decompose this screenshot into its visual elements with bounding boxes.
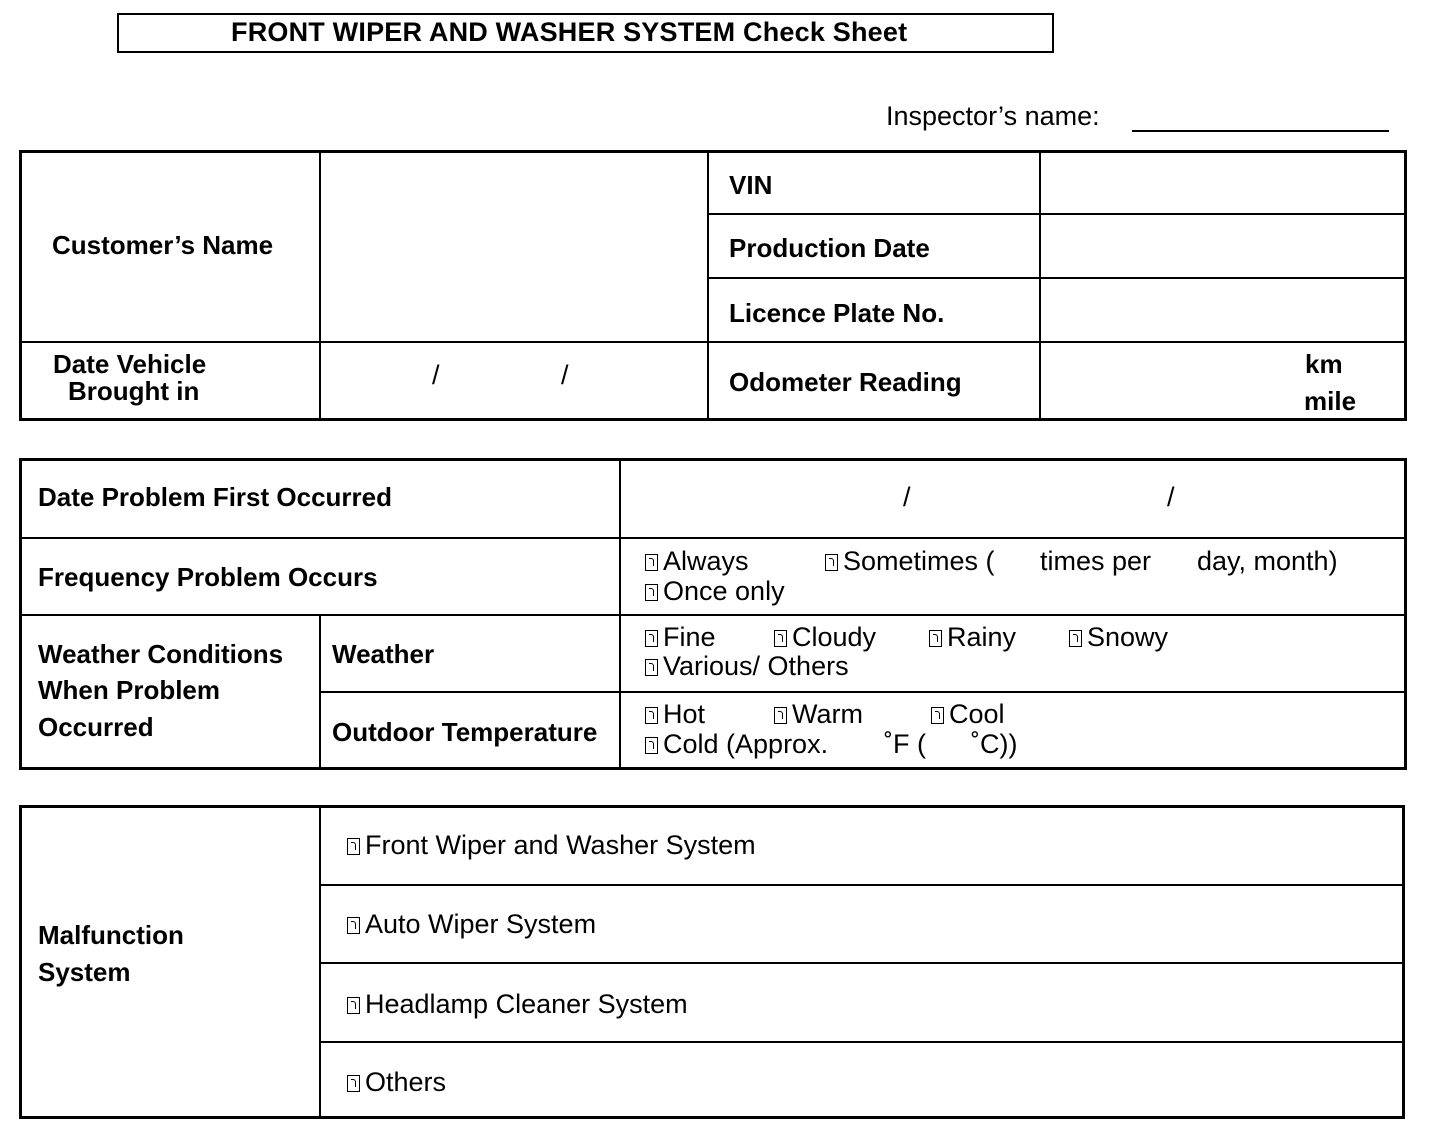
- freq-once-label: Once only: [663, 576, 785, 606]
- freq-once-option[interactable]: [645, 576, 785, 607]
- divider: [319, 962, 1403, 964]
- checkbox-icon: [347, 997, 360, 1014]
- divider: [21, 341, 1405, 343]
- odometer-field[interactable]: [1042, 344, 1292, 417]
- freq-times-per: times per: [1040, 546, 1152, 576]
- weather-various-label: Various/ Others: [663, 651, 849, 681]
- date-first-occurred-label: Date Problem First Occurred: [38, 482, 392, 512]
- checkbox-icon: [825, 554, 838, 571]
- checkbox-icon: [347, 917, 360, 934]
- weather-fine-option[interactable]: [645, 622, 716, 653]
- weather-various-option[interactable]: [645, 651, 849, 682]
- frequency-label: Frequency Problem Occurs: [38, 562, 378, 592]
- malfunction-option-headlamp-cleaner[interactable]: [347, 989, 688, 1020]
- date-separator: /: [561, 360, 569, 390]
- divider: [319, 691, 1405, 693]
- odometer-label: Odometer Reading: [729, 367, 962, 397]
- freq-sometimes-option[interactable]: [825, 546, 995, 577]
- malfunction-label-line2: System: [38, 957, 131, 987]
- temp-hot-option[interactable]: [645, 699, 705, 730]
- malfunction-option-label: Headlamp Cleaner System: [365, 989, 688, 1019]
- checkbox-icon: [931, 707, 944, 724]
- date-separator: /: [903, 482, 911, 512]
- checkbox-icon: [347, 1075, 360, 1092]
- weather-fine-label: Fine: [663, 622, 716, 652]
- malfunction-option-others[interactable]: [347, 1067, 446, 1098]
- vin-label: VIN: [729, 170, 773, 200]
- production-date-field[interactable]: [1042, 216, 1403, 276]
- temp-fahrenheit: ˚F (: [884, 729, 926, 759]
- temp-warm-label: Warm: [792, 699, 863, 729]
- divider: [319, 884, 1403, 886]
- vin-field[interactable]: [1042, 154, 1403, 212]
- weather-rainy-label: Rainy: [947, 622, 1017, 652]
- freq-always-option[interactable]: [645, 546, 749, 577]
- weather-conditions-label-line3: Occurred: [38, 712, 154, 742]
- checkbox-icon: [645, 707, 658, 724]
- weather-cloudy-label: Cloudy: [792, 622, 877, 652]
- checkbox-icon: [645, 554, 658, 571]
- date-separator: /: [432, 360, 440, 390]
- malfunction-option-auto-wiper[interactable]: [347, 909, 596, 940]
- checkbox-icon: [645, 584, 658, 601]
- weather-snowy-label: Snowy: [1087, 622, 1169, 652]
- checkbox-icon: [645, 737, 658, 754]
- checkbox-icon: [774, 630, 787, 647]
- date-brought-label-line1: Date Vehicle: [53, 349, 207, 379]
- customer-name-label: Customer’s Name: [52, 230, 274, 260]
- checkbox-icon: [645, 630, 658, 647]
- malfunction-option-front-wiper[interactable]: [347, 830, 756, 861]
- divider: [707, 213, 1405, 215]
- divider: [21, 614, 1405, 616]
- temp-cold-label: Cold (Approx.: [663, 729, 829, 759]
- malfunction-option-label: Front Wiper and Washer System: [365, 830, 756, 860]
- checkbox-icon: [774, 707, 787, 724]
- temp-cool-label: Cool: [949, 699, 1005, 729]
- licence-plate-label: Licence Plate No.: [729, 298, 945, 328]
- date-brought-label-line2: Brought in: [68, 376, 200, 406]
- weather-conditions-label-line2: When Problem: [38, 675, 221, 705]
- divider: [1039, 152, 1041, 419]
- inspector-name-field[interactable]: [1132, 130, 1389, 132]
- malfunction-label-line1: Malfunction: [38, 920, 184, 950]
- checkbox-icon: [347, 838, 360, 855]
- checkbox-icon: [645, 659, 658, 676]
- date-separator: /: [1167, 482, 1175, 512]
- divider: [319, 1041, 1403, 1043]
- weather-rainy-option[interactable]: [929, 622, 1016, 653]
- weather-snowy-option[interactable]: [1069, 622, 1168, 653]
- weather-cloudy-option[interactable]: [774, 622, 876, 653]
- outdoor-temp-label: Outdoor Temperature: [332, 717, 598, 747]
- divider: [707, 152, 709, 419]
- unit-km: km: [1305, 349, 1343, 379]
- freq-always-label: Always: [663, 546, 749, 576]
- weather-conditions-label-line1: Weather Conditions: [38, 639, 284, 669]
- customer-name-field[interactable]: [322, 154, 705, 339]
- licence-plate-field[interactable]: [1042, 280, 1403, 340]
- production-date-label: Production Date: [729, 233, 930, 263]
- inspector-label: Inspector’s name:: [886, 101, 1100, 131]
- freq-sometimes-label: Sometimes (: [843, 546, 995, 576]
- page-title: FRONT WIPER AND WASHER SYSTEM Check Sheet: [231, 17, 908, 47]
- divider: [707, 277, 1405, 279]
- checkbox-icon: [929, 630, 942, 647]
- freq-day-month: day, month): [1197, 546, 1338, 576]
- checkbox-icon: [1069, 630, 1082, 647]
- malfunction-option-label: Auto Wiper System: [365, 909, 597, 939]
- temp-warm-option[interactable]: [774, 699, 863, 730]
- weather-label: Weather: [332, 639, 435, 669]
- divider: [21, 537, 1405, 539]
- temp-celsius: ˚C)): [971, 729, 1018, 759]
- divider: [319, 152, 321, 419]
- temp-cool-option[interactable]: [931, 699, 1005, 730]
- unit-mile: mile: [1304, 386, 1357, 416]
- temp-cold-option[interactable]: [645, 729, 828, 760]
- malfunction-option-label: Others: [365, 1067, 447, 1097]
- temp-hot-label: Hot: [663, 699, 706, 729]
